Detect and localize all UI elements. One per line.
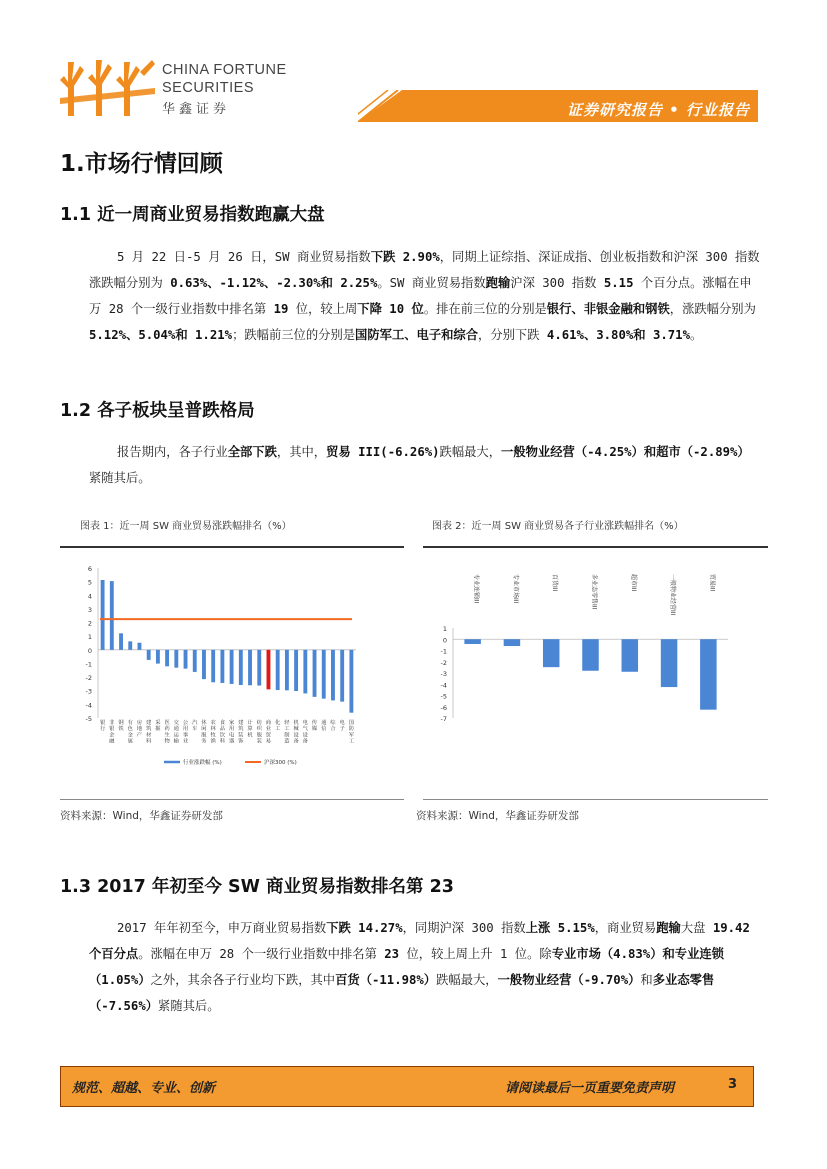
chart-2-bar — [543, 639, 560, 667]
chart-2-bar — [700, 639, 717, 709]
chart-1-bar — [138, 643, 142, 650]
chart-1-category-label: 钢铁 — [118, 720, 124, 733]
figure-1-top-rule — [60, 546, 404, 548]
chart-1-bar — [257, 650, 261, 686]
chart-1-bar — [340, 650, 344, 702]
body-text: 5 月 22 日-5 月 26 日，SW 商业贸易指数 — [117, 250, 371, 264]
body-text: 沪深 300 指数 — [510, 276, 604, 290]
chart-2-y-tick-label: -1 — [440, 647, 447, 656]
body-text: 。排在前三位的分别是 — [423, 302, 547, 316]
chart-1-y-tick-label: 2 — [87, 619, 92, 628]
chart-1-bar — [202, 650, 206, 679]
chart-1-y-tick-label: -4 — [85, 701, 92, 710]
body-text: 。 — [689, 328, 703, 342]
chart-1-category-label: 家用电器 — [228, 720, 235, 745]
body-text: ，其中， — [276, 445, 327, 459]
chart-2-y-tick-label: -6 — [440, 703, 447, 712]
chart-1-category-label: 非银金融 — [109, 720, 115, 745]
chart-1-category-label: 银行 — [99, 720, 106, 733]
emphasis-text: 专业市场（4.83%）和专业连锁（1.05%） — [89, 947, 724, 987]
figure-2-source: 资料来源：Wind，华鑫证券研发部 — [416, 810, 579, 822]
chart-1-bar — [248, 650, 252, 685]
chart-1-y-tick-label: 0 — [87, 646, 92, 655]
body-text: 之外，其余各子行业均下跌，其中 — [150, 973, 336, 987]
chart-2-subindustry-returns — [423, 556, 768, 768]
body-text: 位，较上周上升 1 位。除 — [399, 947, 552, 961]
chart-2-bar — [661, 639, 678, 687]
chart-2-bar — [622, 639, 639, 672]
body-text: 跌幅最大， — [439, 445, 502, 459]
chart-1-y-tick-label: 6 — [87, 565, 92, 573]
emphasis-text: 一般物业经营（-9.70%） — [497, 973, 641, 987]
body-text: ，涨跌幅分别为 — [669, 302, 756, 316]
body-text: 和 — [640, 973, 653, 987]
chart-1-category-label: 食品饮料 — [219, 720, 226, 745]
chart-1-category-label: 电子 — [339, 720, 345, 733]
report-type-title: 证券研究报告 • 行业报告 — [566, 101, 750, 119]
chart-1-bar-highlight — [267, 650, 271, 690]
chart-1-y-tick-label: 4 — [87, 592, 92, 601]
body-text: 跌幅最大， — [436, 973, 498, 987]
body-text: 。SW 商业贸易指数 — [377, 276, 486, 290]
chart-1-bar — [285, 650, 289, 691]
emphasis-text: 23 — [384, 947, 400, 961]
chart-1-industry-returns — [60, 556, 404, 768]
chart-1-y-tick-label: 3 — [87, 605, 92, 614]
body-text: ，商业贸易 — [594, 921, 657, 935]
body-text: ，同期沪深 300 指数 — [402, 921, 526, 935]
chart-1-category-label: 化工 — [275, 720, 281, 733]
section-1-heading: 1.市场行情回顾 — [60, 151, 223, 177]
chart-1-legend-bar-label: 行业涨跌幅 (%) — [183, 760, 222, 766]
figure-2-caption: 图表 2：近一周 SW 商业贸易各子行业涨跌幅排名（%） — [432, 521, 684, 532]
body-text: 位，较上周 — [288, 302, 358, 316]
chart-1-category-label: 医药生物 — [164, 720, 170, 745]
chart-2-category-label: 百货III — [551, 574, 559, 592]
chart-1-category-label: 纺织服装 — [256, 720, 262, 745]
chart-1-y-tick-label: 1 — [87, 633, 92, 642]
body-text: ，同期上证综指、深证成指、创业板指数和沪深 300 指数涨跌幅分别为 — [89, 250, 760, 290]
chart-1-category-label: 传媒 — [311, 720, 318, 733]
brand-name-cn: 华鑫证券 — [162, 102, 231, 117]
chart-1-bar — [174, 650, 178, 668]
chart-1-y-tick-label: -5 — [85, 715, 92, 723]
emphasis-text: 下跌 2.90% — [370, 250, 440, 264]
chart-1-legend-line-label: 沪深300 (%) — [264, 760, 297, 766]
body-text: 个百分点。涨幅在申万 28 个一级行业指数中排名第 — [89, 276, 752, 316]
emphasis-text: 银行、非银金融和钢铁 — [546, 302, 670, 316]
section-1-3-paragraph — [89, 915, 761, 1019]
body-text: ；跌幅前三位的分别是 — [232, 328, 356, 342]
chart-1-category-label: 综合 — [330, 720, 336, 733]
chart-1-bar — [110, 581, 114, 650]
emphasis-text: 国防军工、电子和综合 — [355, 328, 479, 342]
chart-2-bar — [582, 639, 599, 671]
chart-1-category-label: 有色金属 — [127, 720, 133, 745]
chart-1-bar — [128, 641, 132, 649]
emphasis-text: 跑输 — [485, 276, 511, 290]
emphasis-text: 19 — [273, 302, 289, 316]
emphasis-text: 上涨 5.15% — [525, 921, 595, 935]
section-1-1-paragraph — [89, 244, 761, 348]
chart-1-category-label: 建筑材料 — [146, 720, 152, 745]
chart-1-category-label: 通信 — [321, 720, 327, 733]
chart-1-category-label: 休闲服务 — [201, 720, 207, 745]
figure-2-bottom-rule — [423, 799, 768, 800]
chart-1-category-label: 建筑装饰 — [238, 720, 244, 745]
emphasis-text: 多业态零售（-7.56%） — [89, 973, 715, 1013]
emphasis-text: 下跌 14.27% — [326, 921, 403, 935]
chart-1-y-tick-label: -3 — [85, 687, 92, 696]
chart-1-category-label: 轻工制造 — [284, 720, 290, 745]
chart-1-category-label: 交通运输 — [173, 720, 179, 745]
chart-2-y-tick-label: -3 — [440, 670, 447, 678]
chart-2-category-label: 一般物业经营III — [669, 574, 677, 616]
chart-1-category-label: 商业贸易 — [265, 720, 272, 745]
emphasis-text: 19.42 个百分点 — [89, 921, 750, 961]
chart-1-category-label: 机械设备 — [293, 720, 299, 745]
emphasis-text: 0.63%、-1.12%、-2.30%和 2.25% — [170, 276, 378, 290]
body-text: 紧随其后。 — [89, 471, 151, 485]
brand-name-en-line2: SECURITIES — [162, 80, 255, 96]
chart-1-category-label: 电气设备 — [302, 720, 308, 745]
body-text: 报告期内，各子行业 — [117, 445, 228, 459]
chart-1-bar — [119, 633, 123, 650]
chart-2-y-tick-label: 1 — [442, 625, 447, 633]
emphasis-text: 4.61%、3.80%和 3.71% — [546, 328, 690, 342]
chart-1-category-label: 采掘 — [155, 720, 161, 733]
figure-1-source: 资料来源：Wind，华鑫证券研发部 — [60, 810, 223, 822]
chart-2-category-label: 多业态零售III — [590, 574, 598, 610]
chart-1-category-label: 农林牧渔 — [210, 720, 216, 745]
body-text: ，分别下跌 — [478, 328, 547, 342]
section-1-2-heading: 1.2 各子板块呈普跌格局 — [60, 401, 255, 421]
chart-1-bar — [147, 650, 151, 660]
chart-1-bar — [322, 650, 326, 699]
chart-1-category-label: 国防军工 — [348, 720, 355, 745]
chart-2-bar — [504, 639, 521, 646]
chart-2-y-tick-label: -5 — [440, 692, 447, 701]
chart-2-y-tick-label: -2 — [440, 658, 447, 667]
chart-1-bar — [303, 650, 307, 694]
emphasis-text: 百货（-11.98%） — [335, 973, 437, 987]
emphasis-text: 下降 10 位 — [357, 302, 424, 316]
chart-1-category-label: 房地产 — [136, 720, 143, 739]
body-text: 紧随其后。 — [158, 999, 220, 1013]
figure-1-caption: 图表 1：近一周 SW 商业贸易涨跌幅排名（%） — [80, 521, 292, 532]
chart-1-bar — [239, 650, 243, 685]
chart-1-y-tick-label: 5 — [87, 578, 92, 587]
footer-disclaimer-note: 请阅读最后一页重要免责声明 — [505, 1081, 675, 1096]
section-1-2-paragraph — [89, 439, 761, 491]
figure-1-bottom-rule — [60, 799, 404, 800]
chart-2-category-label: 贸易III — [708, 574, 716, 592]
chart-1-y-tick-label: -1 — [85, 660, 92, 669]
chart-2-y-tick-label: -4 — [440, 681, 447, 690]
emphasis-text: 5.15 — [603, 276, 634, 290]
chart-1-bar — [211, 650, 215, 682]
chart-1-bar — [230, 650, 234, 684]
chart-2-category-label: 专业市场III — [511, 574, 519, 604]
chart-2-y-tick-label: -7 — [440, 715, 447, 723]
chart-2-category-label: 超市III — [629, 574, 637, 592]
chart-1-bar — [184, 650, 188, 669]
chart-2-bar — [464, 639, 481, 644]
emphasis-text: 贸易 III(-6.26%) — [326, 445, 440, 459]
emphasis-text: 全部下跌 — [227, 445, 277, 459]
brand-name-en-line1: CHINA FORTUNE — [162, 62, 287, 78]
chart-1-bar — [101, 580, 105, 650]
body-text: 。涨幅在申万 28 个一级行业指数中排名第 — [138, 947, 385, 961]
chart-1-bar — [331, 650, 335, 701]
chart-1-bar — [165, 650, 169, 667]
body-text: 大盘 — [680, 921, 713, 935]
chart-1-bar — [349, 650, 353, 713]
chart-1-bar — [276, 650, 280, 690]
chart-1-bar — [156, 650, 160, 664]
section-1-1-heading: 1.1 近一周商业贸易指数跑赢大盘 — [60, 205, 325, 225]
footer-motto: 规范、超越、专业、创新 — [72, 1081, 216, 1096]
chart-2-category-label: 专业连锁III — [472, 574, 480, 604]
chart-1-bar — [193, 650, 197, 672]
chart-1-bar — [220, 650, 224, 683]
chart-1-bar — [294, 650, 298, 691]
body-text: 2017 年年初至今，申万商业贸易指数 — [117, 921, 327, 935]
figure-2-top-rule — [423, 546, 768, 548]
chart-1-bar — [313, 650, 317, 697]
chart-1-category-label: 汽车 — [192, 720, 198, 733]
emphasis-text: 一般物业经营（-4.25%）和超市（-2.89%） — [501, 445, 750, 459]
section-1-3-heading: 1.3 2017 年初至今 SW 商业贸易指数排名第 23 — [60, 877, 454, 897]
chart-1-category-label: 公用事业 — [182, 720, 189, 745]
emphasis-text: 跑输 — [656, 921, 681, 935]
chart-1-y-tick-label: -2 — [85, 674, 92, 683]
page-number: 3 — [728, 1077, 738, 1092]
chart-2-y-tick-label: 0 — [442, 636, 447, 645]
emphasis-text: 5.12%、5.04%和 1.21% — [89, 328, 233, 342]
chart-1-category-label: 计算机 — [247, 720, 253, 739]
china-fortune-logo-icon — [60, 58, 155, 120]
